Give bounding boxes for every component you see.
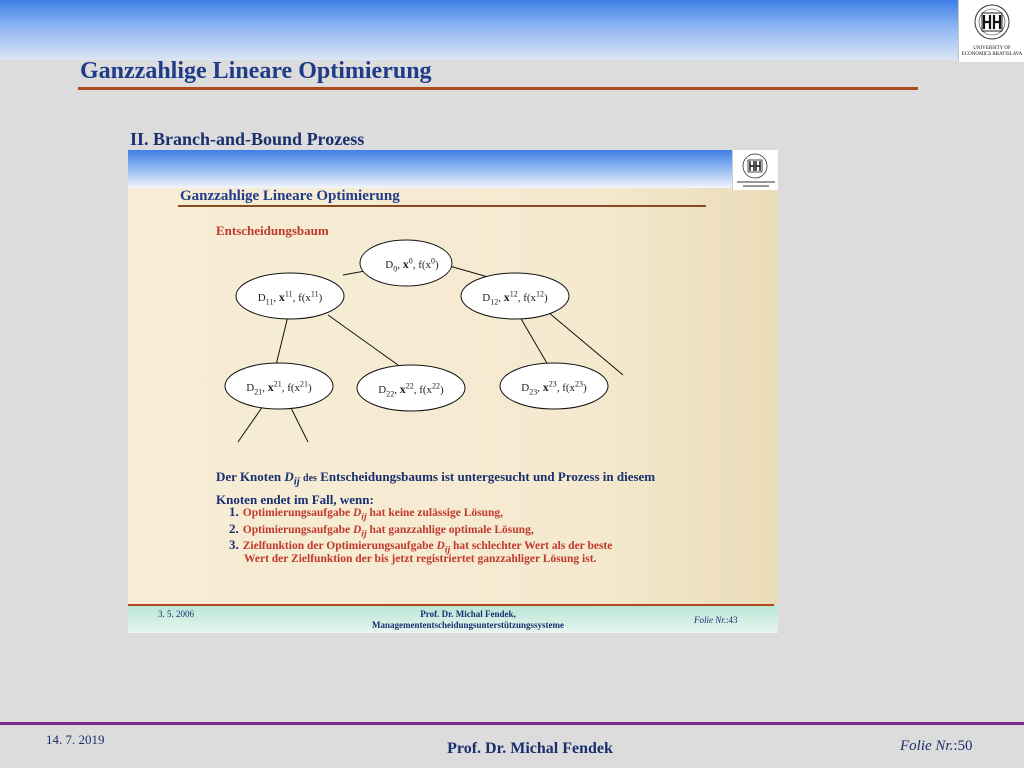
termination-paragraph: Der Knoten $D_{ij}$ des Entscheidungsbaums ist untergesucht und Prozess in diesem Knoten endet im Fall, wenn: [216, 469, 656, 507]
node-label: $D_{21}$, $x^{21}$, $f(x^{21})$ [246, 379, 312, 397]
title-divider [78, 87, 918, 90]
slide-footer-divider [128, 604, 774, 606]
slide-footer-date: 3. 5. 2006 [158, 609, 194, 619]
university-logo [958, 0, 1024, 62]
page-title: Ganzzahlige Lineare Optimierung [80, 58, 432, 84]
section-title: II. Branch-and-Bound Prozess [130, 129, 365, 149]
edge-d21-child-right [290, 406, 308, 442]
node-label: $D_{23}$, $x^{23}$, $f(x^{23})$ [521, 379, 587, 397]
embedded-slide [128, 150, 778, 633]
edge-d21-child-left [238, 406, 263, 442]
node-label: $D_{12}$, $x^{12}$, $f(x^{12})$ [482, 289, 548, 307]
edge-d12-d23 [520, 317, 548, 365]
node-label: $D_{11}$, $x^{11}$, $f(x^{11})$ [257, 289, 323, 307]
slide-footer-slide-number: Folie Nr.:43 [694, 615, 738, 625]
footer-divider [0, 722, 1024, 725]
edge-d11-d21 [276, 316, 288, 365]
condition-item: 1. Optimierungsaufgabe $D_{ij}$ hat keine zulässige Lösung, [229, 504, 504, 523]
decision-tree [128, 150, 778, 480]
footer-date: 14. 7. 2019 [46, 732, 105, 747]
header-band [0, 0, 1024, 60]
logo-caption: UNIVERSITY OF ECONOMICS BRATISLAVA [961, 46, 1023, 57]
node-label: $D_{22}$, $x^{22}$, $f(x^{22})$ [378, 381, 444, 399]
edge-d0-d12 [446, 265, 488, 277]
slide-title: Ganzzahlige Lineare Optimierung [180, 188, 400, 204]
condition-item: 2. Optimierungsaufgabe $D_{ij}$ hat ganzzahlige optimale Lösung, [229, 521, 534, 540]
condition-3-continuation: Wert der Zielfunktion der bis jetzt registriertet ganzzahliger Lösung ist. [244, 553, 597, 565]
tree-heading: Entscheidungsbaum [216, 223, 329, 238]
footer-slide-number: Folie Nr.:50 [900, 738, 973, 754]
edge-d11-d22 [328, 315, 398, 365]
footer-author: Prof. Dr. Michal Fendek [447, 740, 613, 757]
node-label: $D_0$, $x^0$, $f(x^0)$ [385, 256, 439, 274]
condition-item: 3. Zielfunktion der Optimierungsaufgabe $D_{ij}$ hat schlechter Wert als der beste [229, 537, 613, 556]
slide-footer-author: Prof. Dr. Michal Fendek, Managemententscheidungsunterstützungssysteme [372, 609, 564, 630]
